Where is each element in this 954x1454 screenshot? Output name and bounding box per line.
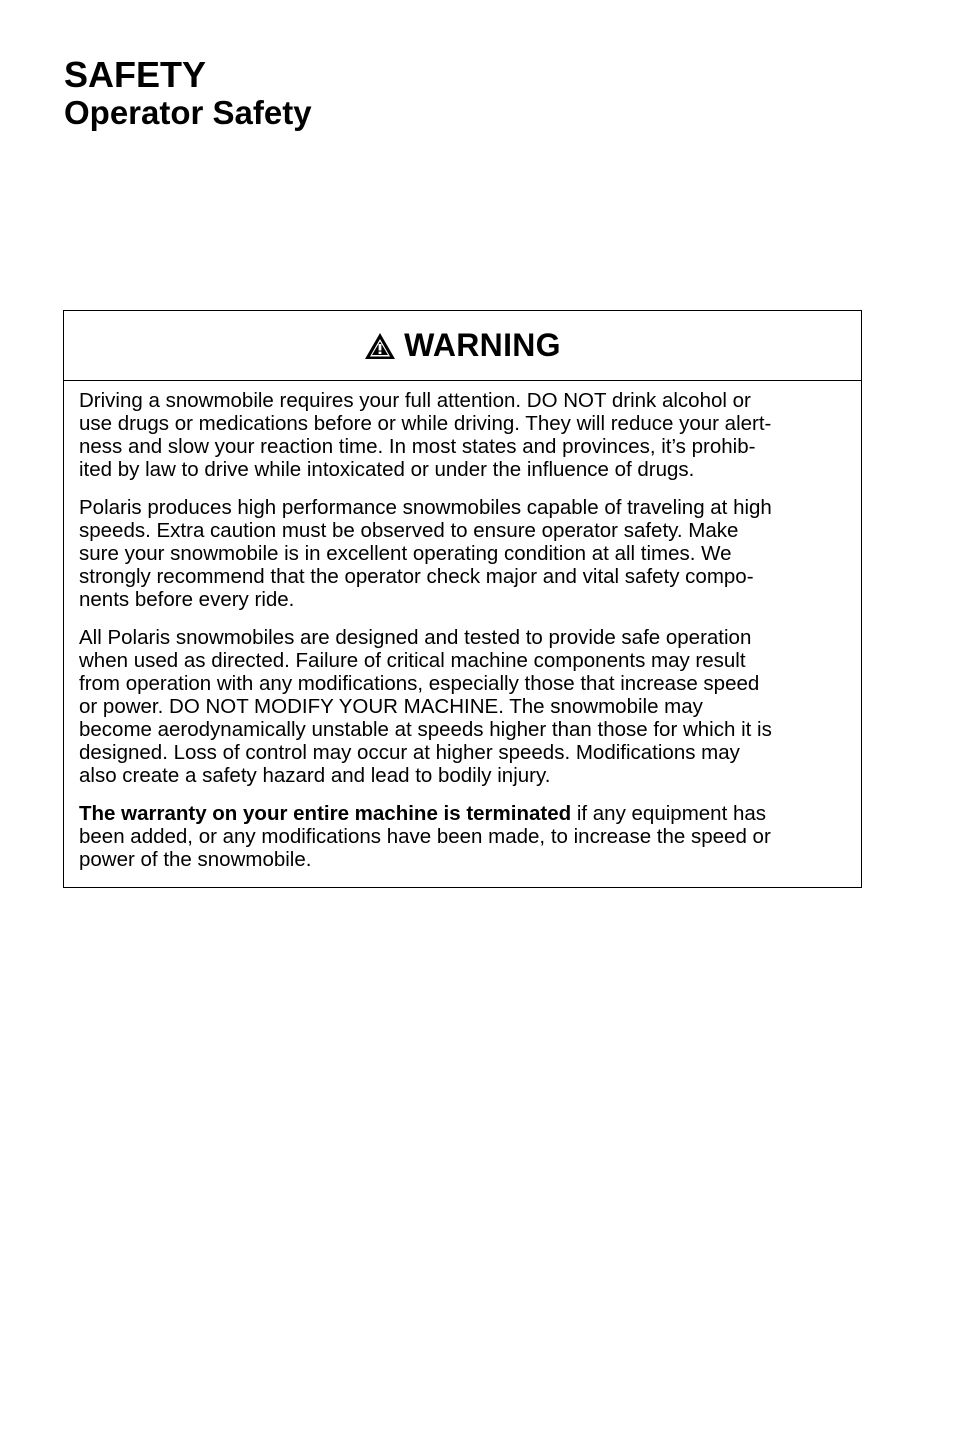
text-line: speeds. Extra caution must be observed to ensure operator safety. Make	[79, 519, 739, 542]
warning-title: WARNING	[404, 327, 561, 363]
warning-box	[63, 310, 862, 888]
text-line: or power. DO NOT MODIFY YOUR MACHINE. The snowmobile may	[79, 695, 703, 718]
text-line: use drugs or medications before or while driving. They will reduce your alert-	[79, 412, 772, 435]
text-line	[79, 802, 846, 825]
heading-block	[64, 56, 312, 132]
text-line: ited by law to drive while intoxicated or under the influence of drugs.	[79, 458, 695, 481]
text-line: power of the snowmobile.	[79, 848, 312, 871]
text-line: Polaris produces high performance snowmobiles capable of traveling at high	[79, 496, 772, 519]
text-line: been added, or any modifications have been made, to increase the speed or	[79, 825, 771, 848]
warning-paragraph-alcohol	[79, 389, 846, 481]
warranty-bold-lead: The warranty on your entire machine is terminated	[79, 802, 572, 825]
text-line: become aerodynamically unstable at speeds higher than those for which it is	[79, 718, 772, 741]
page-title: SAFETY	[64, 54, 207, 95]
text-line: from operation with any modifications, especially those that increase speed	[79, 672, 760, 695]
page-subtitle: Operator Safety	[64, 94, 312, 131]
warning-paragraph-performance	[79, 496, 846, 611]
text-line: when used as directed. Failure of critical machine components may result	[79, 649, 746, 672]
text-line: Driving a snowmobile requires your full attention. DO NOT drink alcohol or	[79, 389, 751, 412]
warning-body	[64, 381, 861, 887]
text-line: designed. Loss of control may occur at higher speeds. Modifications may	[79, 741, 740, 764]
text-line: also create a safety hazard and lead to bodily injury.	[79, 764, 551, 787]
warning-paragraph-warranty	[79, 802, 846, 871]
warning-paragraph-modifications	[79, 626, 846, 787]
text-line: strongly recommend that the operator check major and vital safety compo-	[79, 565, 754, 588]
text-line: ness and slow your reaction time. In most states and provinces, it’s prohib-	[79, 435, 756, 458]
text-line: sure your snowmobile is in excellent operating condition at all times. We	[79, 542, 732, 565]
warning-triangle-icon	[364, 332, 396, 360]
text-line: All Polaris snowmobiles are designed and tested to provide safe operation	[79, 626, 752, 649]
text-line: nents before every ride.	[79, 588, 295, 611]
warranty-line1-rest: if any equipment has	[571, 802, 767, 825]
warning-header	[64, 311, 861, 381]
